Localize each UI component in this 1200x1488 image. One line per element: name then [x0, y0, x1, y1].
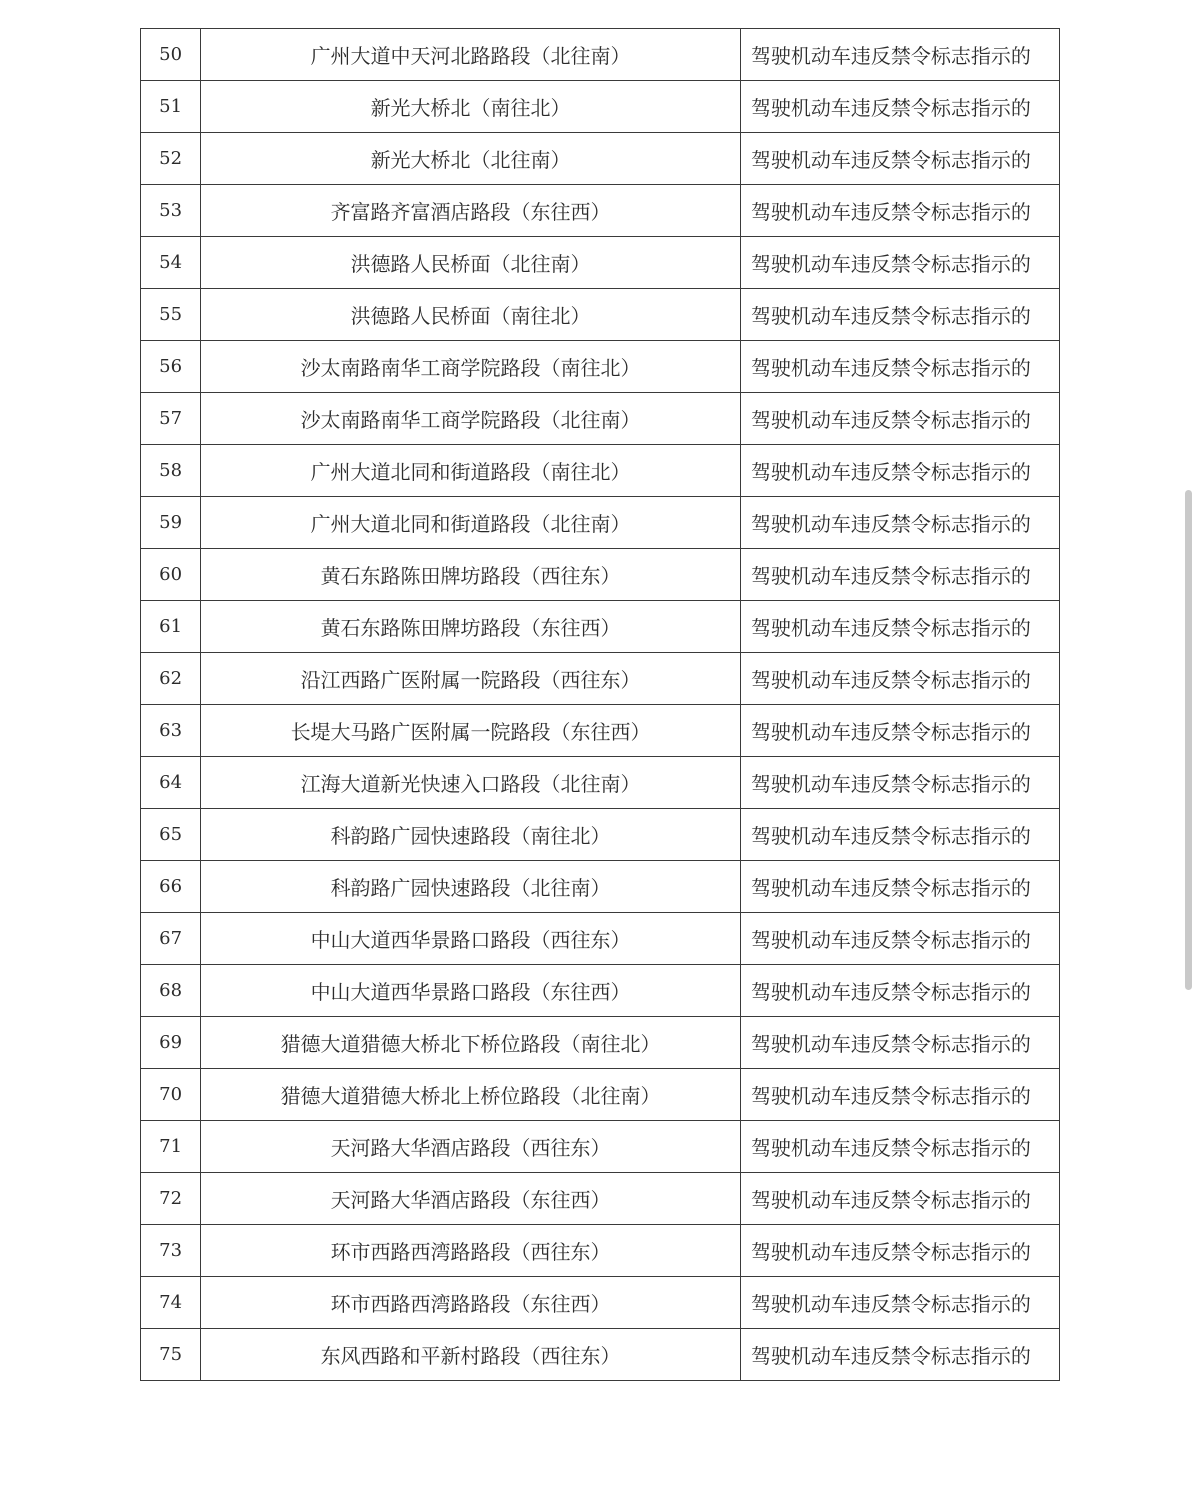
table-row — [141, 81, 1060, 133]
location-cell: 东风西路和平新村路段（西往东） — [201, 1329, 741, 1381]
row-number-cell: 60 — [141, 549, 201, 601]
table-row — [141, 1329, 1060, 1381]
location-cell: 洪德路人民桥面（南往北） — [201, 289, 741, 341]
violation-cell: 驾驶机动车违反禁令标志指示的 — [740, 757, 1059, 809]
table-row — [141, 809, 1060, 861]
location-cell: 环市西路西湾路路段（东往西） — [201, 1277, 741, 1329]
table-row — [141, 341, 1060, 393]
row-number-cell: 54 — [141, 237, 201, 289]
location-cell: 广州大道中天河北路路段（北往南） — [201, 29, 741, 81]
row-number-cell: 62 — [141, 653, 201, 705]
violation-cell: 驾驶机动车违反禁令标志指示的 — [740, 237, 1059, 289]
row-number-cell: 73 — [141, 1225, 201, 1277]
violation-cell: 驾驶机动车违反禁令标志指示的 — [740, 1017, 1059, 1069]
violation-location-table — [140, 28, 1060, 1381]
location-cell: 科韵路广园快速路段（北往南） — [201, 861, 741, 913]
violation-cell: 驾驶机动车违反禁令标志指示的 — [740, 913, 1059, 965]
location-cell: 新光大桥北（南往北） — [201, 81, 741, 133]
violation-cell: 驾驶机动车违反禁令标志指示的 — [740, 393, 1059, 445]
location-cell: 长堤大马路广医附属一院路段（东往西） — [201, 705, 741, 757]
location-cell: 齐富路齐富酒店路段（东往西） — [201, 185, 741, 237]
violation-cell: 驾驶机动车违反禁令标志指示的 — [740, 133, 1059, 185]
row-number-cell: 63 — [141, 705, 201, 757]
row-number-cell: 50 — [141, 29, 201, 81]
location-cell: 洪德路人民桥面（北往南） — [201, 237, 741, 289]
location-cell: 广州大道北同和街道路段（北往南） — [201, 497, 741, 549]
location-cell: 沿江西路广医附属一院路段（西往东） — [201, 653, 741, 705]
row-number-cell: 64 — [141, 757, 201, 809]
vertical-scrollbar[interactable] — [1185, 490, 1192, 990]
violation-cell: 驾驶机动车违反禁令标志指示的 — [740, 1121, 1059, 1173]
table-body — [141, 29, 1060, 1381]
table-row — [141, 1017, 1060, 1069]
row-number-cell: 52 — [141, 133, 201, 185]
row-number-cell: 65 — [141, 809, 201, 861]
table-row — [141, 185, 1060, 237]
location-cell: 江海大道新光快速入口路段（北往南） — [201, 757, 741, 809]
table-row — [141, 1121, 1060, 1173]
location-cell: 猎德大道猎德大桥北上桥位路段（北往南） — [201, 1069, 741, 1121]
location-cell: 猎德大道猎德大桥北下桥位路段（南往北） — [201, 1017, 741, 1069]
violation-cell: 驾驶机动车违反禁令标志指示的 — [740, 705, 1059, 757]
violation-cell: 驾驶机动车违反禁令标志指示的 — [740, 653, 1059, 705]
violation-cell: 驾驶机动车违反禁令标志指示的 — [740, 185, 1059, 237]
row-number-cell: 57 — [141, 393, 201, 445]
violation-cell: 驾驶机动车违反禁令标志指示的 — [740, 861, 1059, 913]
location-cell: 中山大道西华景路口路段（东往西） — [201, 965, 741, 1017]
violation-cell: 驾驶机动车违反禁令标志指示的 — [740, 1329, 1059, 1381]
table-row — [141, 237, 1060, 289]
location-cell: 天河路大华酒店路段（西往东） — [201, 1121, 741, 1173]
table-row — [141, 497, 1060, 549]
location-cell: 黄石东路陈田牌坊路段（东往西） — [201, 601, 741, 653]
violation-cell: 驾驶机动车违反禁令标志指示的 — [740, 601, 1059, 653]
row-number-cell: 53 — [141, 185, 201, 237]
table-row — [141, 289, 1060, 341]
table-row — [141, 133, 1060, 185]
table-row — [141, 29, 1060, 81]
location-cell: 环市西路西湾路路段（西往东） — [201, 1225, 741, 1277]
table-row — [141, 1225, 1060, 1277]
location-cell: 黄石东路陈田牌坊路段（西往东） — [201, 549, 741, 601]
location-cell: 广州大道北同和街道路段（南往北） — [201, 445, 741, 497]
violation-cell: 驾驶机动车违反禁令标志指示的 — [740, 1225, 1059, 1277]
location-cell: 新光大桥北（北往南） — [201, 133, 741, 185]
table-row — [141, 653, 1060, 705]
violation-cell: 驾驶机动车违反禁令标志指示的 — [740, 445, 1059, 497]
table-row — [141, 965, 1060, 1017]
row-number-cell: 71 — [141, 1121, 201, 1173]
row-number-cell: 56 — [141, 341, 201, 393]
row-number-cell: 69 — [141, 1017, 201, 1069]
violation-cell: 驾驶机动车违反禁令标志指示的 — [740, 1069, 1059, 1121]
row-number-cell: 66 — [141, 861, 201, 913]
table-row — [141, 393, 1060, 445]
violation-cell: 驾驶机动车违反禁令标志指示的 — [740, 1277, 1059, 1329]
row-number-cell: 51 — [141, 81, 201, 133]
row-number-cell: 55 — [141, 289, 201, 341]
row-number-cell: 68 — [141, 965, 201, 1017]
table-row — [141, 445, 1060, 497]
row-number-cell: 70 — [141, 1069, 201, 1121]
violation-cell: 驾驶机动车违反禁令标志指示的 — [740, 29, 1059, 81]
violation-cell: 驾驶机动车违反禁令标志指示的 — [740, 965, 1059, 1017]
row-number-cell: 67 — [141, 913, 201, 965]
table-row — [141, 757, 1060, 809]
violation-cell: 驾驶机动车违反禁令标志指示的 — [740, 81, 1059, 133]
location-cell: 沙太南路南华工商学院路段（南往北） — [201, 341, 741, 393]
table-row — [141, 913, 1060, 965]
violation-cell: 驾驶机动车违反禁令标志指示的 — [740, 289, 1059, 341]
violation-cell: 驾驶机动车违反禁令标志指示的 — [740, 1173, 1059, 1225]
row-number-cell: 75 — [141, 1329, 201, 1381]
location-cell: 沙太南路南华工商学院路段（北往南） — [201, 393, 741, 445]
location-cell: 天河路大华酒店路段（东往西） — [201, 1173, 741, 1225]
row-number-cell: 61 — [141, 601, 201, 653]
violation-cell: 驾驶机动车违反禁令标志指示的 — [740, 809, 1059, 861]
row-number-cell: 59 — [141, 497, 201, 549]
violation-cell: 驾驶机动车违反禁令标志指示的 — [740, 341, 1059, 393]
location-cell: 中山大道西华景路口路段（西往东） — [201, 913, 741, 965]
location-cell: 科韵路广园快速路段（南往北） — [201, 809, 741, 861]
table-row — [141, 705, 1060, 757]
table-row — [141, 601, 1060, 653]
row-number-cell: 58 — [141, 445, 201, 497]
table-row — [141, 1277, 1060, 1329]
table-row — [141, 1173, 1060, 1225]
table-row — [141, 1069, 1060, 1121]
violation-cell: 驾驶机动车违反禁令标志指示的 — [740, 497, 1059, 549]
violation-cell: 驾驶机动车违反禁令标志指示的 — [740, 549, 1059, 601]
row-number-cell: 74 — [141, 1277, 201, 1329]
table-row — [141, 861, 1060, 913]
table-row — [141, 549, 1060, 601]
row-number-cell: 72 — [141, 1173, 201, 1225]
